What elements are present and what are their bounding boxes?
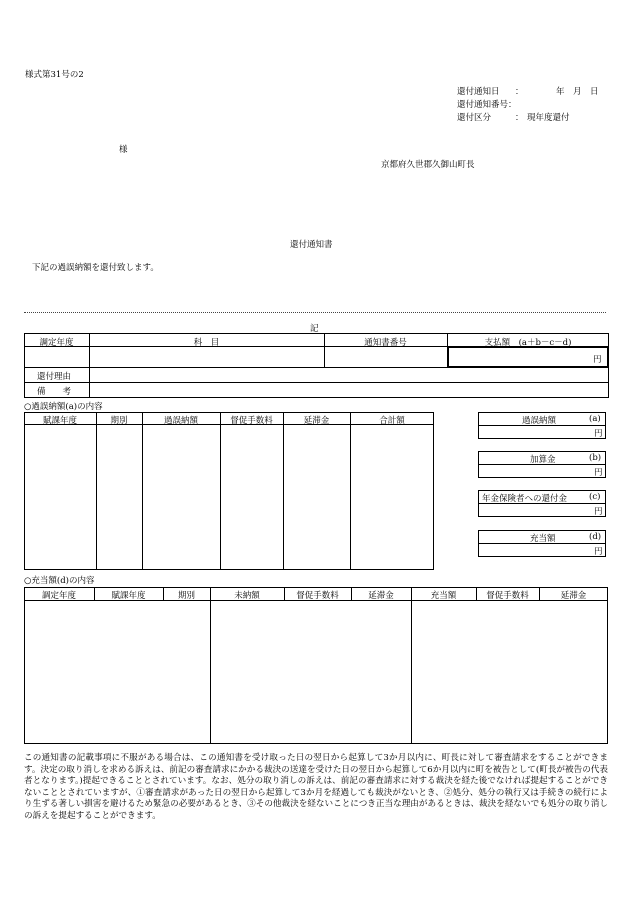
form-number: 様式第31号の2 xyxy=(25,70,84,80)
notice-date-label: 還付通知日 xyxy=(457,87,500,97)
issuer: 京都府久世郡久御山町長 xyxy=(381,160,475,170)
th-period: 期別 xyxy=(110,416,128,426)
th-d-unpaid: 未納額 xyxy=(234,591,260,601)
notice-date-colon: ： xyxy=(515,87,524,97)
category-value: 現年度還付 xyxy=(527,113,570,123)
summary-b-yen: 円 xyxy=(594,468,603,478)
appeal-notice: この通知書の記載事項に不服がある場合は、この通知書を受け取った日の翌日から起算して3か月以内に、町長に対して審査請求をすることができます。決定の取り消しを求める訴えは、前記の審査請求にかかる裁決の送達を受けた日の翌日から起算して6か月以内に町を被告として(町長が被告の代表者となります。)提起できることとされています。なお、処分の取り消しの訴えは、前記の審査請求に対する裁決を経た後でなければ提起することができないこととされていますが、①審査請求があった日の翌日から起算して3か月を経過しても裁決がないとき、②処分、処分の執行又は手続きの続行により生ずる著しい損害を避けるため緊急の必要があるとき、③その他裁決を経ないことにつき正当な理由があるときは、裁決を経ないでも処分の取り消しの訴えを提起することができます。 xyxy=(24,753,608,821)
th-subject: 科 目 xyxy=(193,338,220,348)
th-total: 合計額 xyxy=(379,416,405,426)
notice-date-value: 年 月 日 xyxy=(556,87,599,97)
payment-yen-unit: 円 xyxy=(593,355,602,365)
th-d-applied: 充当額 xyxy=(430,591,457,601)
th-d-fiscal-year: 調定年度 xyxy=(41,591,76,601)
section-d-title: ○充当額(d)の内容 xyxy=(24,576,95,586)
th-notice-number: 通知書番号 xyxy=(364,338,407,348)
summary-d-label: 充当額 xyxy=(530,534,556,544)
th-d-period: 期別 xyxy=(177,591,195,601)
notice-number-label: 還付通知番号： xyxy=(457,100,517,110)
refund-reason-label: 還付理由 xyxy=(37,372,72,382)
section-a-title: ○過誤納額(a)の内容 xyxy=(24,402,103,412)
separator-line xyxy=(24,312,606,313)
payment-amount-cell xyxy=(447,346,609,368)
addressee-suffix: 様 xyxy=(119,145,128,155)
th-d-levy-year: 賦課年度 xyxy=(111,591,146,601)
ki-label: 記 xyxy=(310,324,319,334)
summary-a-label: 過誤納額 xyxy=(522,416,557,426)
summary-c-label: 年金保険者への還付金 xyxy=(482,494,568,504)
summary-a-yen: 円 xyxy=(594,429,603,439)
summary-d-yen: 円 xyxy=(594,547,603,557)
summary-b-label: 加算金 xyxy=(530,455,556,465)
summary-a-code: (a) xyxy=(589,414,601,424)
th-dunning-fee: 督促手数料 xyxy=(230,416,273,426)
th-levy-year: 賦課年度 xyxy=(42,416,77,426)
summary-d-code: (d) xyxy=(589,532,602,542)
th-late-fee: 延滞金 xyxy=(303,416,330,426)
category-label: 還付区分 xyxy=(457,113,492,123)
th-overpayment: 過誤納額 xyxy=(163,416,198,426)
th-payment-amount: 支払額 (a＋b－c－d) xyxy=(484,338,572,348)
document-title: 還付通知書 xyxy=(290,240,333,250)
summary-c-yen: 円 xyxy=(594,507,603,517)
remarks-label: 備 考 xyxy=(37,387,72,397)
summary-b-code: (b) xyxy=(589,453,602,463)
category-colon: ： xyxy=(515,113,524,123)
th-fiscal-year: 調定年度 xyxy=(39,338,74,348)
intro-text: 下記の過誤納額を還付致します。 xyxy=(32,263,159,273)
th-d-dunning-fee: 督促手数料 xyxy=(296,591,339,601)
th-d-dunning-fee-2: 督促手数料 xyxy=(486,591,529,601)
th-d-late-fee-2: 延滞金 xyxy=(560,591,587,601)
th-d-late-fee: 延滞金 xyxy=(368,591,394,601)
summary-c-code: (c) xyxy=(589,492,601,502)
